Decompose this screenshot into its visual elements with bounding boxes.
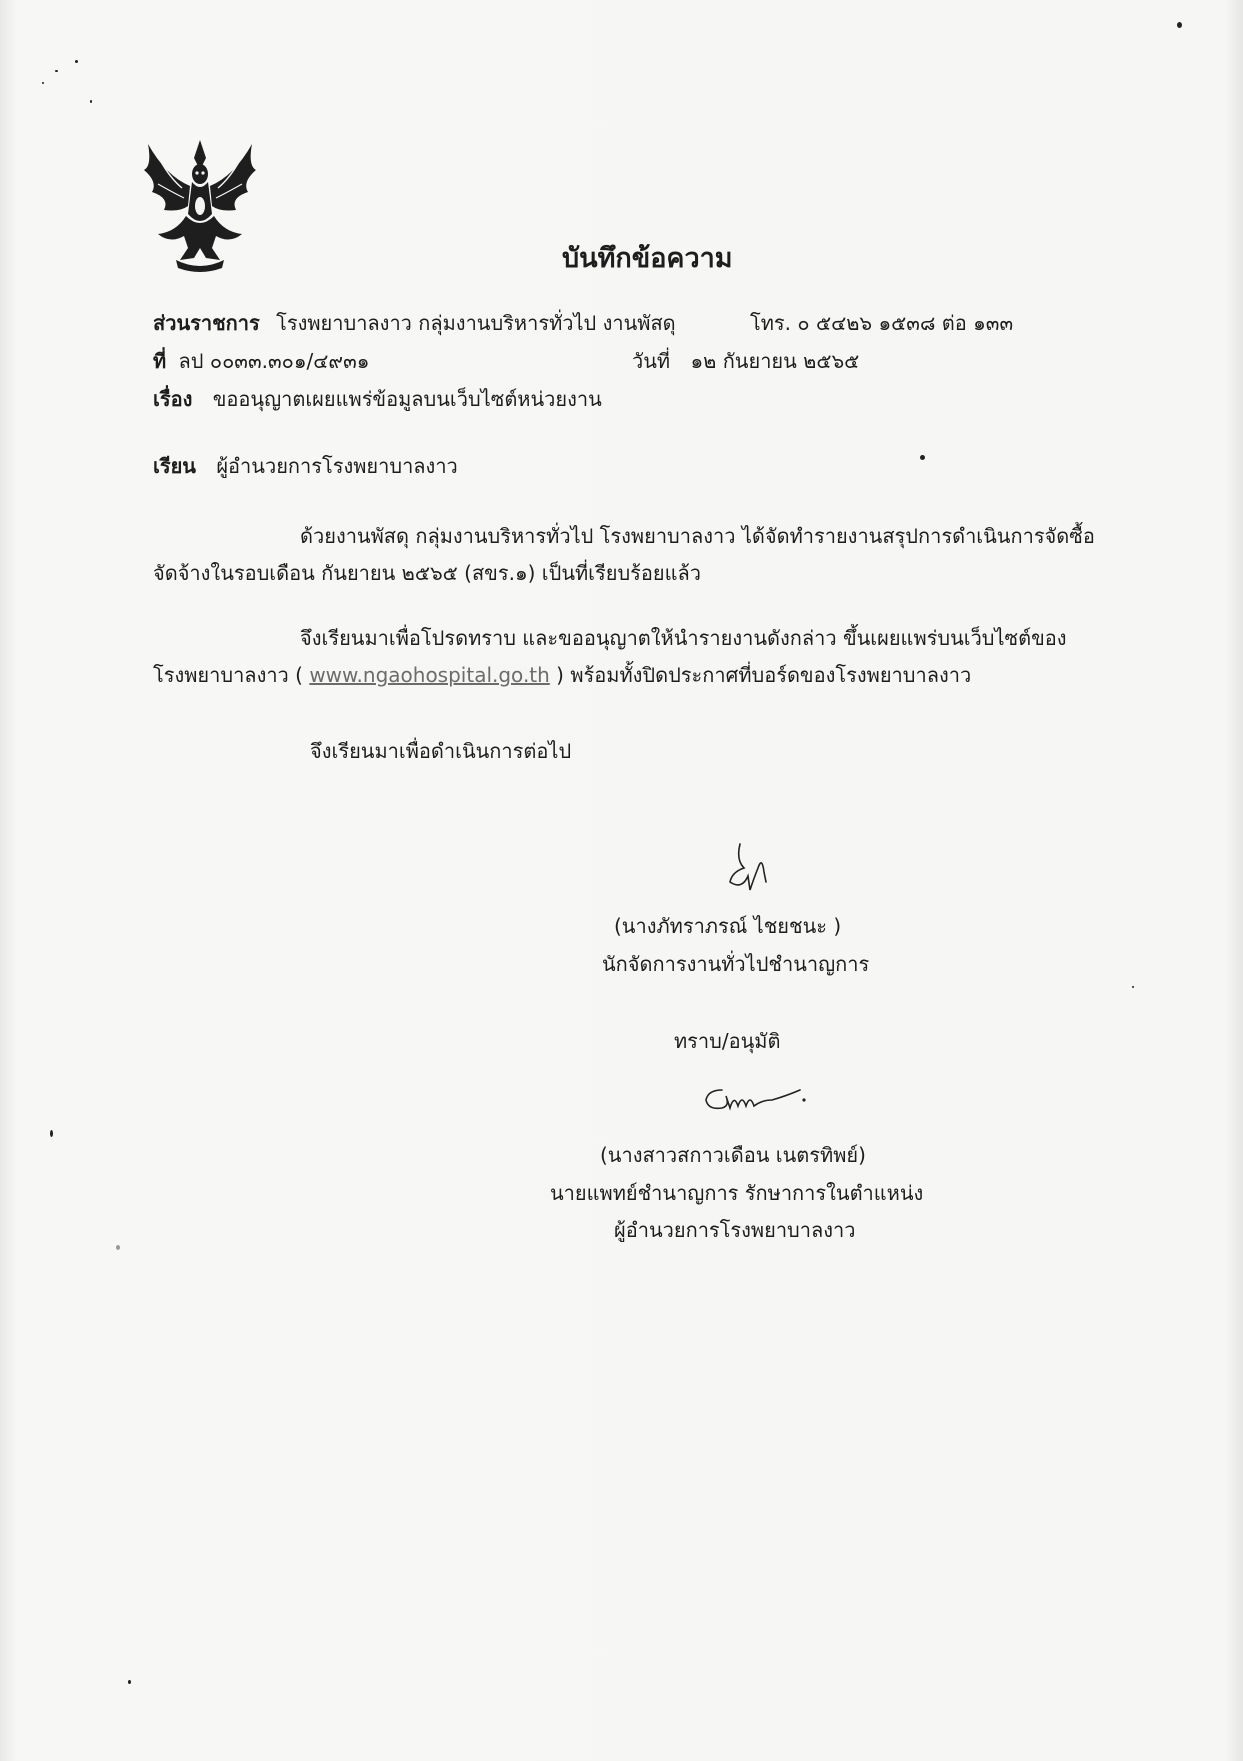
date-row xyxy=(632,345,859,377)
subject-label: เรื่อง xyxy=(153,387,193,411)
scan-speck xyxy=(116,1245,120,1250)
reference-row xyxy=(153,345,369,377)
date-value: ๑๒ กันยายน ๒๕๖๕ xyxy=(690,349,860,373)
paragraph-2-line-2 xyxy=(153,659,971,691)
signer-1-name: (นางภัทราภรณ์ ไชยชนะ ) xyxy=(614,914,842,938)
salutation-label: เรียน xyxy=(153,454,196,478)
salutation-value: ผู้อำนวยการโรงพยาบาลงาว xyxy=(216,454,458,478)
scan-speck xyxy=(55,70,58,72)
agency-label: ส่วนราชการ xyxy=(153,311,260,335)
closing-line: จึงเรียนมาเพื่อดำเนินการต่อไป xyxy=(310,739,572,763)
reference-value: ลป ๐๐๓๓.๓๐๑/๔๙๓๑ xyxy=(178,349,370,373)
scan-speck xyxy=(90,100,92,103)
signature-1-scribble xyxy=(718,838,774,896)
scan-speck xyxy=(1132,986,1134,988)
scan-speck xyxy=(920,455,925,460)
signature-2-scribble xyxy=(700,1080,820,1116)
reference-label: ที่ xyxy=(153,349,167,373)
scan-speck xyxy=(42,82,44,84)
subject-row xyxy=(153,383,602,415)
agency-value: โรงพยาบาลงาว กลุ่มงานบริหารทั่วไป งานพัสดุ xyxy=(276,311,676,335)
paragraph-2-suffix: ) พร้อมทั้งปิดประกาศที่บอร์ดของโรงพยาบาลงาว xyxy=(549,663,972,687)
agency-row xyxy=(153,307,676,339)
website-link[interactable]: www.ngaohospital.go.th xyxy=(309,663,550,687)
date-label: วันที่ xyxy=(632,349,671,373)
paragraph-2-prefix: โรงพยาบาลงาว ( xyxy=(153,663,310,687)
signer-2-name: (นางสาวสกาวเดือน เนตรทิพย์) xyxy=(600,1143,866,1167)
subject-value: ขออนุญาตเผยแพร่ข้อมูลบนเว็บไซต์หน่วยงาน xyxy=(212,387,602,411)
approval-text: ทราบ/อนุมัติ xyxy=(674,1029,781,1053)
scan-speck xyxy=(1177,22,1182,28)
scan-speck xyxy=(128,1680,131,1684)
phone-text: โทร. ๐ ๕๔๒๖ ๑๕๓๘ ต่อ ๑๓๓ xyxy=(750,311,1014,335)
scan-speck xyxy=(75,60,78,63)
garuda-emblem-icon xyxy=(136,136,264,272)
scan-speck xyxy=(50,1130,53,1137)
signer-2-position-1: นายแพทย์ชำนาญการ รักษาการในตำแหน่ง xyxy=(550,1181,924,1205)
paragraph-2-line-1: จึงเรียนมาเพื่อโปรดทราบ และขออนุญาตให้นำรายงานดังกล่าว ขึ้นเผยแพร่บนเว็บไซต์ของ xyxy=(300,626,1067,650)
paragraph-1-line-2: จัดจ้างในรอบเดือน กันยายน ๒๕๖๕ (สขร.๑) เป็นที่เรียบร้อยแล้ว xyxy=(153,561,702,585)
salutation-row xyxy=(153,450,458,482)
memo-title: บันทึกข้อความ xyxy=(562,243,733,274)
signer-2-position-2: ผู้อำนวยการโรงพยาบาลงาว xyxy=(614,1218,856,1242)
paragraph-1-line-1: ด้วยงานพัสดุ กลุ่มงานบริหารทั่วไป โรงพยาบาลงาว ได้จัดทำรายงานสรุปการดำเนินการจัดซื้อ xyxy=(300,524,1095,548)
signer-1-position: นักจัดการงานทั่วไปชำนาญการ xyxy=(602,952,870,976)
